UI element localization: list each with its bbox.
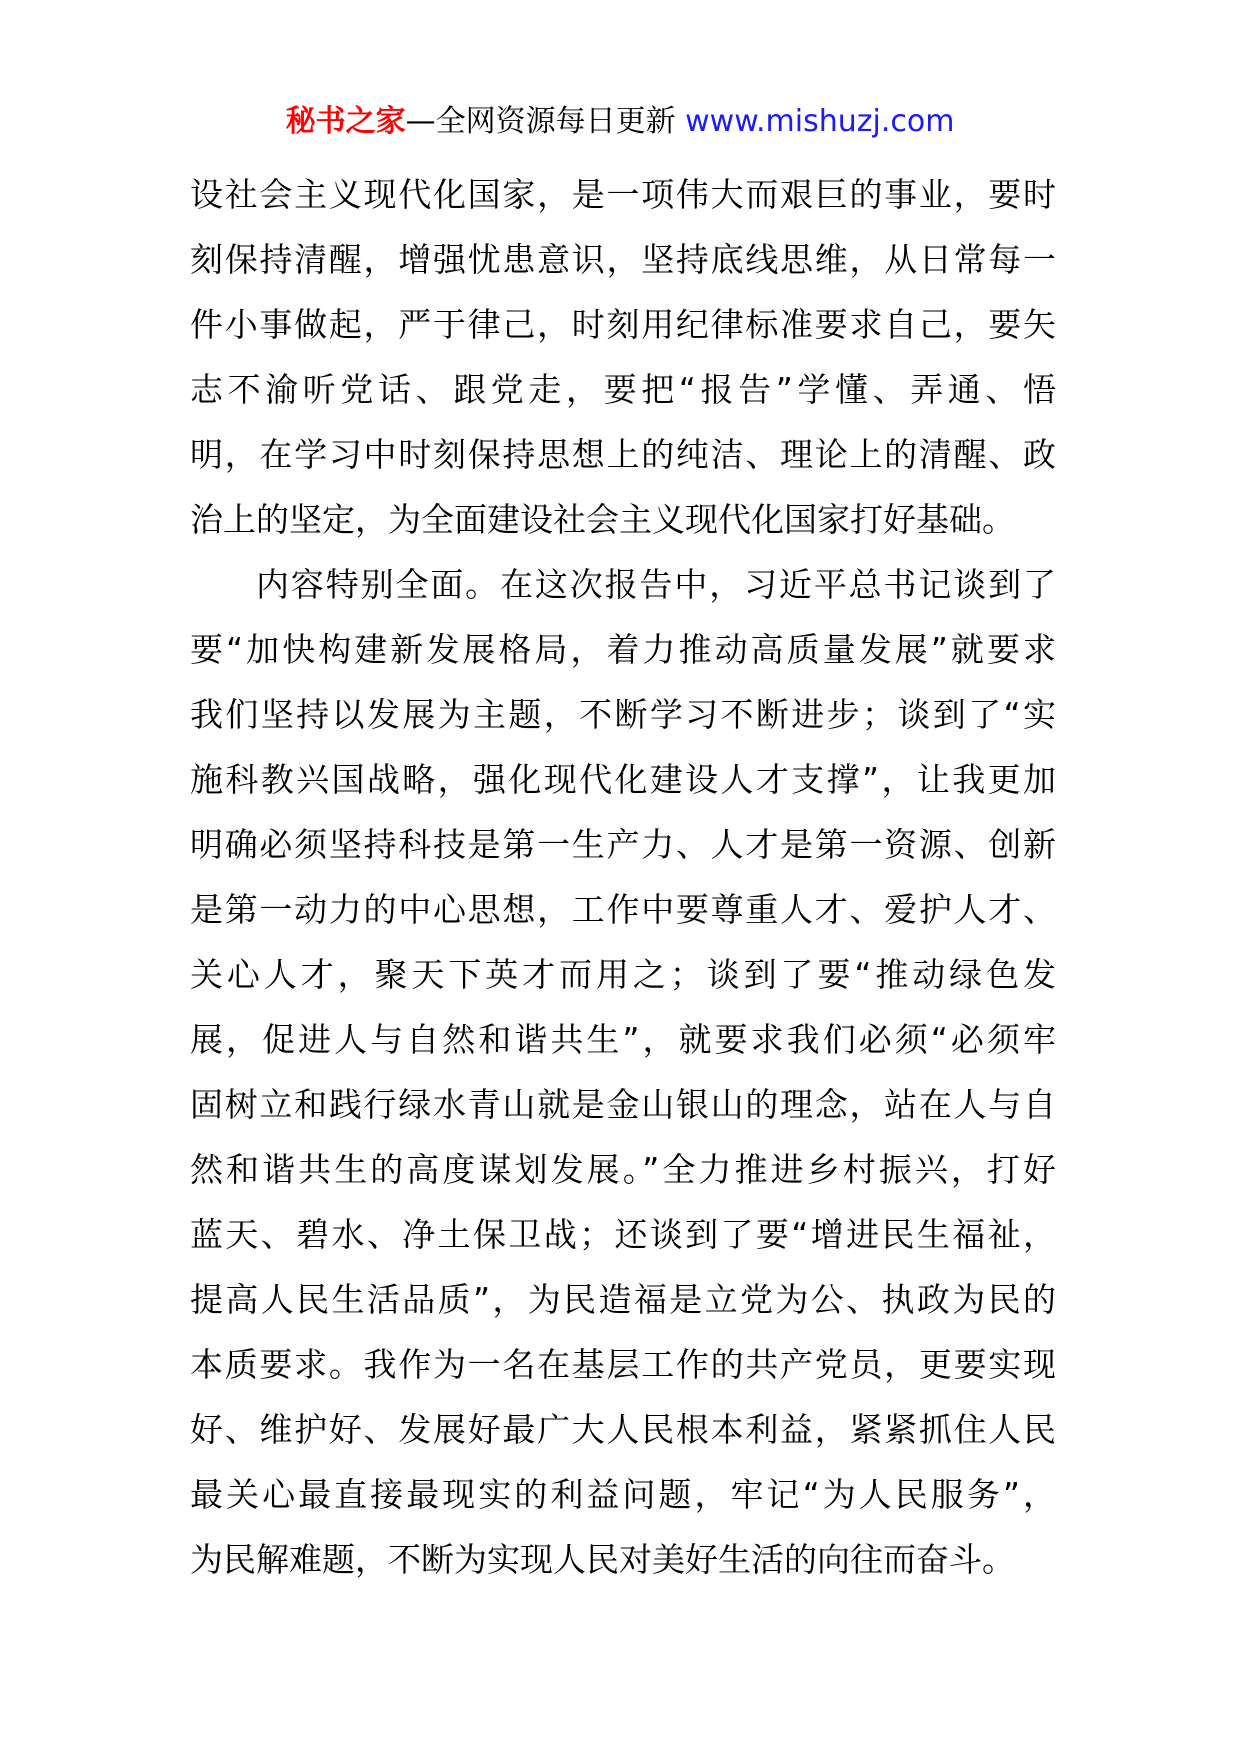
text-line: 内容特别全面。在这次报告中，习近平总书记谈到了: [256, 565, 1056, 604]
text-line: 明，在学习中时刻保持思想上的纯洁、理论上的清醒、政: [190, 435, 1056, 474]
text-line: 固树立和践行绿水青山就是金山银山的理念，站在人与自: [190, 1085, 1056, 1124]
text-line: 设社会主义现代化国家，是一项伟大而艰巨的事业，要时: [190, 175, 1056, 214]
text-line: 治上的坚定，为全面建设社会主义现代化国家打好基础。: [190, 500, 1015, 539]
text-line: 最关心最直接最现实的利益问题，牢记“为人民服务”，: [190, 1475, 1056, 1514]
text-line: 蓝天、碧水、净土保卫战；还谈到了要“增进民生福祉，: [190, 1215, 1056, 1254]
text-line: 展，促进人与自然和谐共生”，就要求我们必须“必须牢: [190, 1020, 1056, 1059]
text-line: 关心人才，聚天下英才而用之；谈到了要“推动绿色发: [190, 955, 1056, 994]
document-body: [190, 162, 1056, 1592]
text-line: 是第一动力的中心思想，工作中要尊重人才、爱护人才、: [190, 890, 1056, 929]
text-line: 提高人民生活品质”，为民造福是立党为公、执政为民的: [190, 1280, 1056, 1319]
text-line: 施科教兴国战略，强化现代化建设人才支撑”，让我更加: [190, 760, 1056, 799]
text-line: 然和谐共生的高度谋划发展。”全力推进乡村振兴，打好: [190, 1150, 1056, 1189]
page-header: [0, 100, 1240, 144]
paragraph: [190, 162, 1056, 552]
text-line: 明确必须坚持科技是第一生产力、人才是第一资源、创新: [190, 825, 1056, 864]
text-line: 好、维护好、发展好最广大人民根本利益，紧紧抓住人民: [190, 1410, 1056, 1449]
text-line: 为民解难题，不断为实现人民对美好生活的向往而奋斗。: [190, 1540, 1015, 1579]
header-tagline: —全网资源每日更新: [405, 104, 676, 139]
text-line: 我们坚持以发展为主题，不断学习不断进步；谈到了“实: [190, 695, 1056, 734]
text-line: 刻保持清醒，增强忧患意识，坚持底线思维，从日常每一: [190, 240, 1056, 279]
header-url[interactable]: www.mishuzj.com: [685, 104, 955, 139]
text-line: 要“加快构建新发展格局，着力推动高质量发展”就要求: [190, 630, 1056, 669]
brand-name: 秘书之家: [285, 104, 406, 139]
paragraph: [190, 552, 1056, 1592]
text-line: 志不渝听党话、跟党走，要把“报告”学懂、弄通、悟: [190, 370, 1056, 409]
text-line: 本质要求。我作为一名在基层工作的共产党员，更要实现: [190, 1345, 1056, 1384]
text-line: 件小事做起，严于律己，时刻用纪律标准要求自己，要矢: [190, 305, 1056, 344]
